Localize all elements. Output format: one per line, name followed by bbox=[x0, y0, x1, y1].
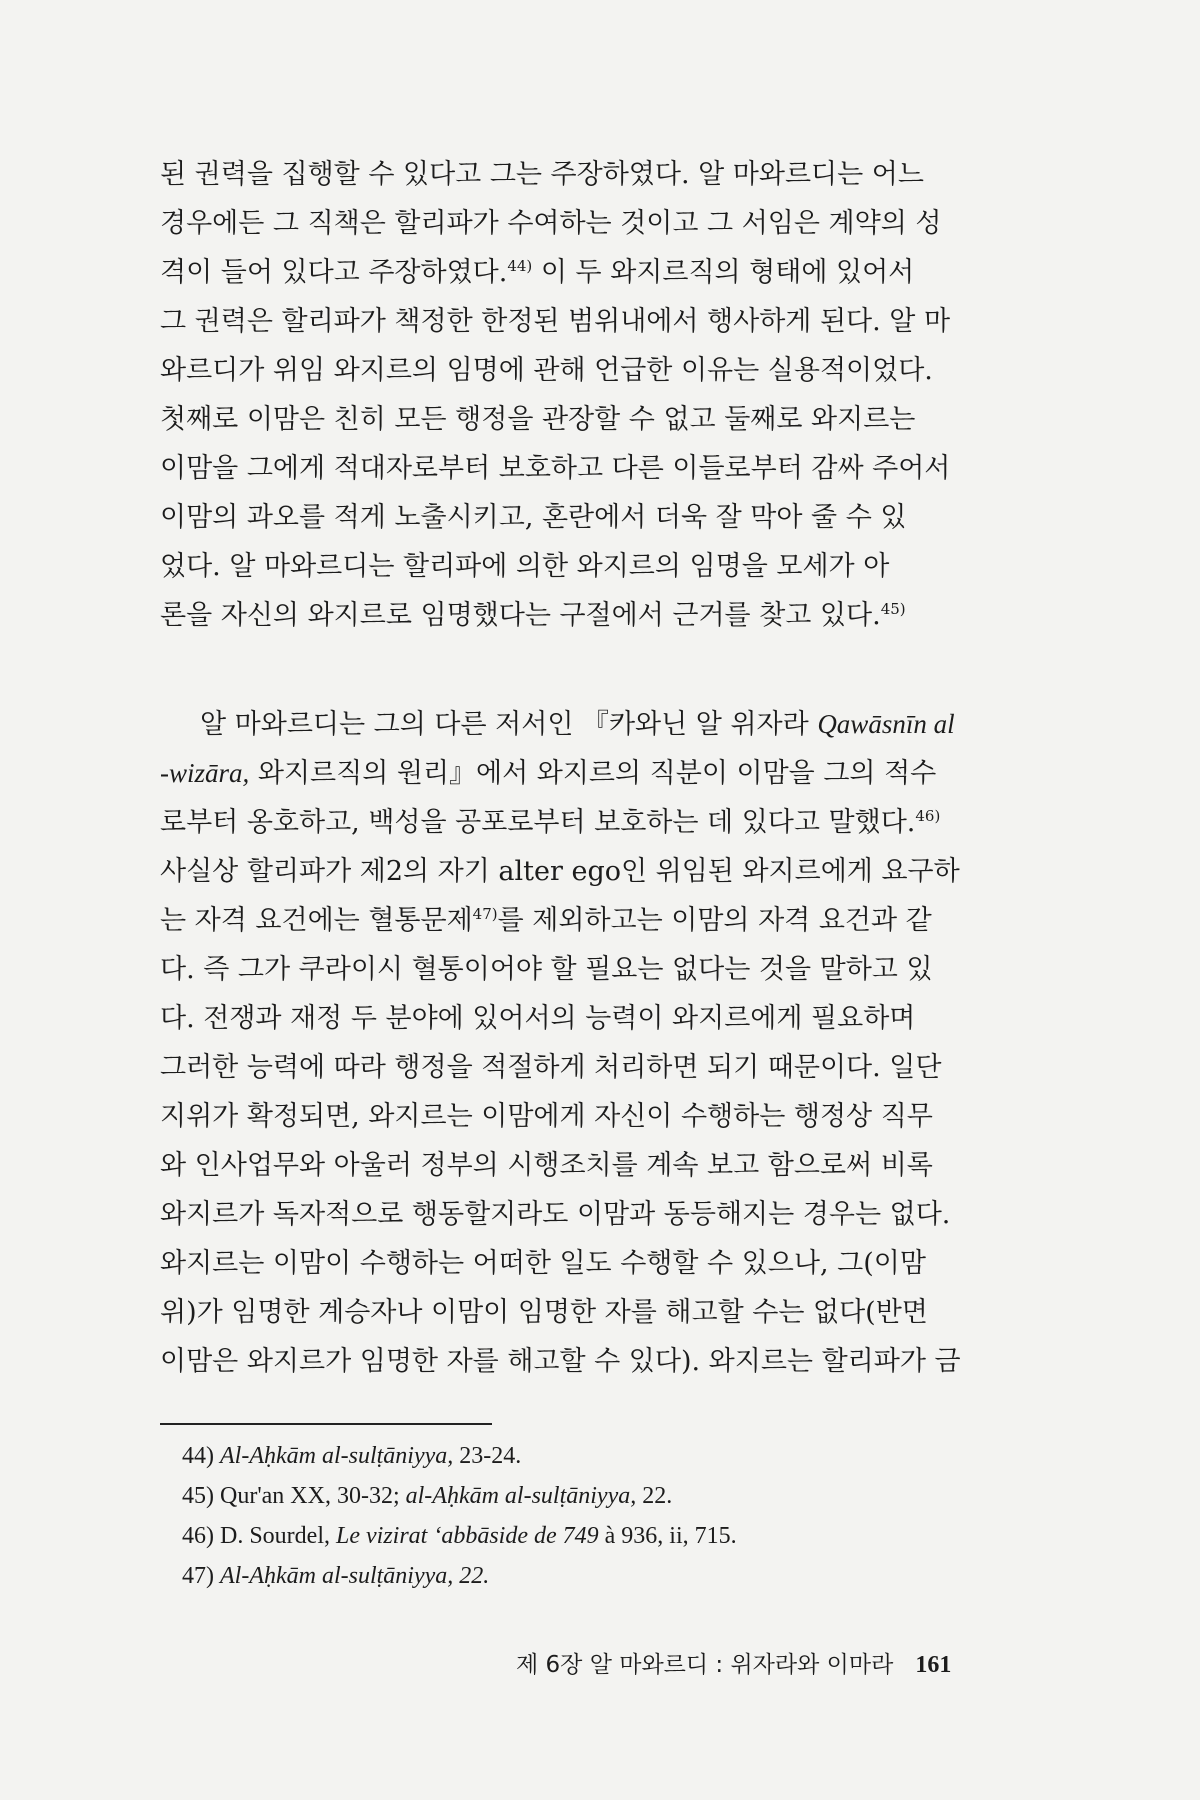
text-line: 그 권력은 할리파가 책정한 한정된 범위내에서 행사하게 된다. 알 마 bbox=[160, 306, 951, 337]
paragraph-2 bbox=[160, 700, 1040, 1386]
footnotes-list bbox=[182, 1436, 982, 1596]
text-line: 다. 전쟁과 재정 두 분야에 있어서의 능력이 와지르에게 필요하며 bbox=[160, 1003, 916, 1034]
text-line bbox=[160, 700, 1040, 749]
footnote-ref-45[interactable]: 45) bbox=[880, 600, 906, 618]
footnote-rest: 22. bbox=[636, 1483, 673, 1509]
text-line: 었다. 알 마와르디는 할리파에 의한 와지르의 임명을 모세가 아 bbox=[160, 551, 890, 582]
chapter-title: 제 6장 알 마와르디 : 위자라와 이마라 bbox=[516, 1652, 894, 1678]
text-line: 지위가 확정되면, 와지르는 이맘에게 자신이 수행하는 행정상 직무 bbox=[160, 1101, 933, 1132]
text-line bbox=[160, 591, 1040, 640]
text-line: 와지르가 독자적으로 행동할지라도 이맘과 동등해지는 경우는 없다. bbox=[160, 1199, 951, 1230]
text-segment: 론을 자신의 와지르로 임명했다는 구절에서 근거를 찾고 있다. bbox=[160, 600, 881, 631]
footnote-pre: Qur'an XX, 30-32; bbox=[220, 1483, 406, 1509]
text-line: 와지르는 이맘이 수행하는 어떠한 일도 수행할 수 있으나, 그(이맘 bbox=[160, 1248, 926, 1279]
footnote-italic: Al-Aḥkām al-sulṭāniyya, 22. bbox=[220, 1563, 490, 1589]
text-line: 첫째로 이맘은 친히 모든 행정을 관장할 수 없고 둘째로 와지르는 bbox=[160, 404, 916, 435]
page-number: 161 bbox=[915, 1652, 952, 1678]
text-segment: 와지르직의 원리』에서 와지르의 직분이 이맘을 그의 적수 bbox=[249, 758, 937, 789]
footnote-ref-46[interactable]: 46) bbox=[915, 807, 941, 825]
text-segment: 이 두 와지르직의 형태에 있어서 bbox=[532, 257, 915, 288]
text-line: 이맘의 과오를 적게 노출시키고, 혼란에서 더욱 잘 막아 줄 수 있 bbox=[160, 502, 907, 533]
footnote-46 bbox=[182, 1516, 982, 1556]
text-line: 사실상 할리파가 제2의 자기 alter ego인 위임된 와지르에게 요구하 bbox=[160, 856, 960, 887]
footnote-47 bbox=[182, 1556, 982, 1596]
text-line bbox=[160, 749, 1040, 798]
footnote-45 bbox=[182, 1476, 982, 1516]
text-line: 위)가 임명한 계승자나 이맘이 임명한 자를 해고할 수는 없다(반면 bbox=[160, 1297, 928, 1328]
text-line: 그러한 능력에 따라 행정을 적절하게 처리하면 되기 때문이다. 일단 bbox=[160, 1052, 942, 1083]
footnote-number: 45) bbox=[182, 1483, 214, 1509]
footnote-number: 46) bbox=[182, 1523, 214, 1549]
italic-title: -wizāra, bbox=[160, 758, 250, 788]
text-segment: 격이 들어 있다고 주장하였다. bbox=[160, 257, 508, 288]
footnote-44 bbox=[182, 1436, 982, 1476]
footnote-rest: à 936, ii, 715. bbox=[598, 1523, 737, 1549]
footnote-number: 47) bbox=[182, 1563, 214, 1589]
footnote-italic: Al-Aḥkām al-sulṭāniyya, bbox=[220, 1443, 454, 1469]
text-line: 이맘은 와지르가 임명한 자를 해고할 수 있다). 와지르는 할리파가 금 bbox=[160, 1346, 961, 1377]
footnote-italic: Le vizirat ‘abbāside de 749 bbox=[336, 1523, 599, 1549]
text-segment: 로부터 옹호하고, 백성을 공포로부터 보호하는 데 있다고 말했다. bbox=[160, 807, 916, 838]
text-line: 이맘을 그에게 적대자로부터 보호하고 다른 이들로부터 감싸 주어서 bbox=[160, 453, 951, 484]
text-line bbox=[160, 896, 1040, 945]
text-line: 된 권력을 집행할 수 있다고 그는 주장하였다. 알 마와르디는 어느 bbox=[160, 159, 924, 190]
text-segment: 를 제외하고는 이맘의 자격 요건과 같 bbox=[497, 905, 932, 936]
footnote-ref-47[interactable]: 47) bbox=[472, 905, 498, 923]
text-segment: 알 마와르디는 그의 다른 저서인 『카와닌 알 위자라 bbox=[200, 709, 818, 740]
footnote-rest: 23-24. bbox=[453, 1443, 522, 1469]
italic-title: Qawāsnīn al bbox=[817, 709, 955, 739]
footnote-italic: al-Aḥkām al-sulṭāniyya, bbox=[405, 1483, 637, 1509]
text-line: 와르디가 위임 와지르의 임명에 관해 언급한 이유는 실용적이었다. bbox=[160, 355, 933, 386]
text-line bbox=[160, 248, 1040, 297]
text-line: 와 인사업무와 아울러 정부의 시행조치를 계속 보고 함으로써 비록 bbox=[160, 1150, 933, 1181]
footnote-pre: D. Sourdel, bbox=[220, 1523, 336, 1549]
text-segment: 는 자격 요건에는 혈통문제 bbox=[160, 905, 473, 936]
footnote-divider bbox=[160, 1423, 492, 1425]
footnote-number: 44) bbox=[182, 1443, 214, 1469]
text-line: 다. 즉 그가 쿠라이시 혈통이어야 할 필요는 없다는 것을 말하고 있 bbox=[160, 954, 933, 985]
running-footer bbox=[516, 1646, 951, 1679]
paragraph-1 bbox=[160, 150, 1040, 640]
footnote-ref-44[interactable]: 44) bbox=[507, 257, 533, 275]
text-line: 경우에든 그 직책은 할리파가 수여하는 것이고 그 서임은 계약의 성 bbox=[160, 208, 942, 239]
text-line bbox=[160, 798, 1040, 847]
